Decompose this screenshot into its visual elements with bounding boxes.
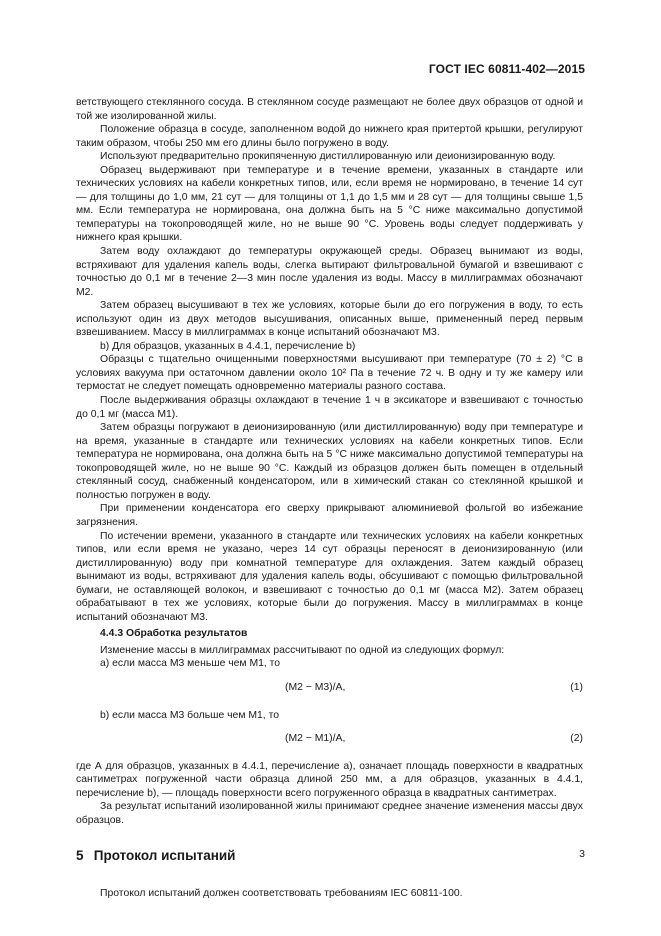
list-item-b: b) если масса М3 больше чем М1, то — [100, 709, 279, 721]
formula-2 — [76, 732, 583, 746]
section-title: Протокол испытаний — [93, 848, 236, 864]
paragraph: Положение образца в сосуде, заполненном водой до нижнего края притертой крышки, регулируют таким образом, чтобы 250 мм его длины было погружено в воду. — [76, 124, 583, 149]
list-item-a: a) если масса М3 меньше чем М1, то — [100, 658, 281, 670]
standard-header: ГОСТ IEC 60811-402—2015 — [428, 62, 585, 76]
paragraph: Образец выдерживают при температуре и в течение времени, указанных в стандарте или технических условиях на кабели конкретных типов, или, если время не нормировано, в течение 14 сут — для толщины до 1,0 мм, 21 сут — для толщины от 1,1 до 1,5 мм и 28 сут — для толщины свыше 1,5 мм. Если температура не нормирована, она должна быть на 5 °С ниже максимально допустимой температуры на токопроводящей жиле, но не выше 90 °С. Уровень воды следует поддерживать у нижнего края крышки. — [76, 164, 583, 244]
formula-number: (1) — [570, 681, 583, 693]
paragraph: Затем воду охлаждают до температуры окружающей среды. Образец вынимают из воды, встряхивают для удаления капель воды, слегка вытирают фильтровальной бумагой и взвешивают с точностью до 0,1 мг в течение 2—3 мин после удаления из воды. Массу в миллиграммах обозначают М2. — [76, 246, 583, 298]
formula-number: (2) — [570, 733, 583, 745]
paragraph: При применении конденсатора его сверху прикрывают алюминиевой фольгой во избежание загрязнения. — [76, 503, 583, 528]
section-number: 5 — [76, 848, 84, 864]
formula-expression: (М2 − М1)/А, — [285, 733, 346, 745]
paragraph: Изменение массы в миллиграммах рассчитывают по одной из следующих формул: — [100, 644, 505, 656]
paragraph: Используют предварительно прокипяченную дистиллированную или деионизированную воду. — [100, 151, 556, 163]
list-item-b: b) Для образцов, указанных в 4.4.1, перечисление b) — [100, 340, 356, 352]
subsection-heading: 4.4.3 Обработка результатов — [100, 628, 248, 640]
section-heading — [76, 849, 583, 863]
page-number: 3 — [579, 848, 585, 860]
paragraph: ветствующего стеклянного сосуда. В стеклянном сосуде размещают не более двух образцов от одной и той же изолированной жилы. — [76, 97, 583, 122]
paragraph: После выдерживания образцы охлаждают в течение 1 ч в эксикаторе и взвешивают с точностью до 0,1 мг (масса М1). — [76, 395, 583, 420]
paragraph: За результат испытаний изолированной жилы принимают среднее значение изменения массы двух образцов. — [76, 801, 583, 826]
paragraph: где А для образцов, указанных в 4.4.1, перечисление a), означает площадь поверхности в квадратных сантиметрах погруженной части образца длиной 250 мм, а для образцов, указанных в 4.4.1, перечисление b), — площадь поверхности всего погруженного образца в квадратных сантиметрах. — [76, 760, 583, 799]
paragraph: Образцы с тщательно очищенными поверхностями высушивают при температуре (70 ± 2) °С в условиях вакуума при остаточном давлении около 10² Па в течение 72 ч. В одну и ту же камеру или термостат не следует помещать одновременно материалы разного состава. — [76, 354, 583, 393]
formula-expression: (М2 − М3)/А, — [285, 681, 346, 693]
paragraph: Протокол испытаний должен соответствовать требованиям IEC 60811-100. — [100, 887, 463, 899]
paragraph: По истечении времени, указанного в стандарте или технических условиях на кабели конкретных типов, или если время не указано, через 14 сут образцы переносят в деионизированную (или дистиллированную) воду при комнатной температуре для охлаждения. Затем каждый образец вынимают из воды, встряхивают для удаления капель воды, обсушивают с помощью фильтровальной бумаги, не оставляющей волокон, и взвешивают с точностью до 0,1 мг (масса М2). Затем образец обрабатывают в тех же условиях, которые были до погружения. Массу в миллиграммах в конце испытаний обозначают М3. — [76, 530, 583, 623]
paragraph: Затем образцы погружают в деионизированную (или дистиллированную) воду при температуре и на время, указанные в стандарте или технических условиях на кабели конкретных типов. Если температура не нормирована, она должна быть на 5 °С ниже максимально допустимой температуры на токопроводящей жиле, но не выше 90 °С. Каждый из образцов должен быть помещен в отдельный стеклянный сосуд, снабженный конденсатором, или в химический стакан со стеклянной крышкой и полностью погружен в воду. — [76, 422, 583, 501]
paragraph: Затем образец высушивают в тех же условиях, которые были до его погружения в воду, то есть используют один из двух методов высушивания, описанных выше, примененный перед первым взвешиванием. Массу в миллиграммах в конце испытаний обозначают М3. — [76, 300, 583, 339]
document-body — [76, 96, 583, 900]
formula-1 — [76, 681, 583, 695]
